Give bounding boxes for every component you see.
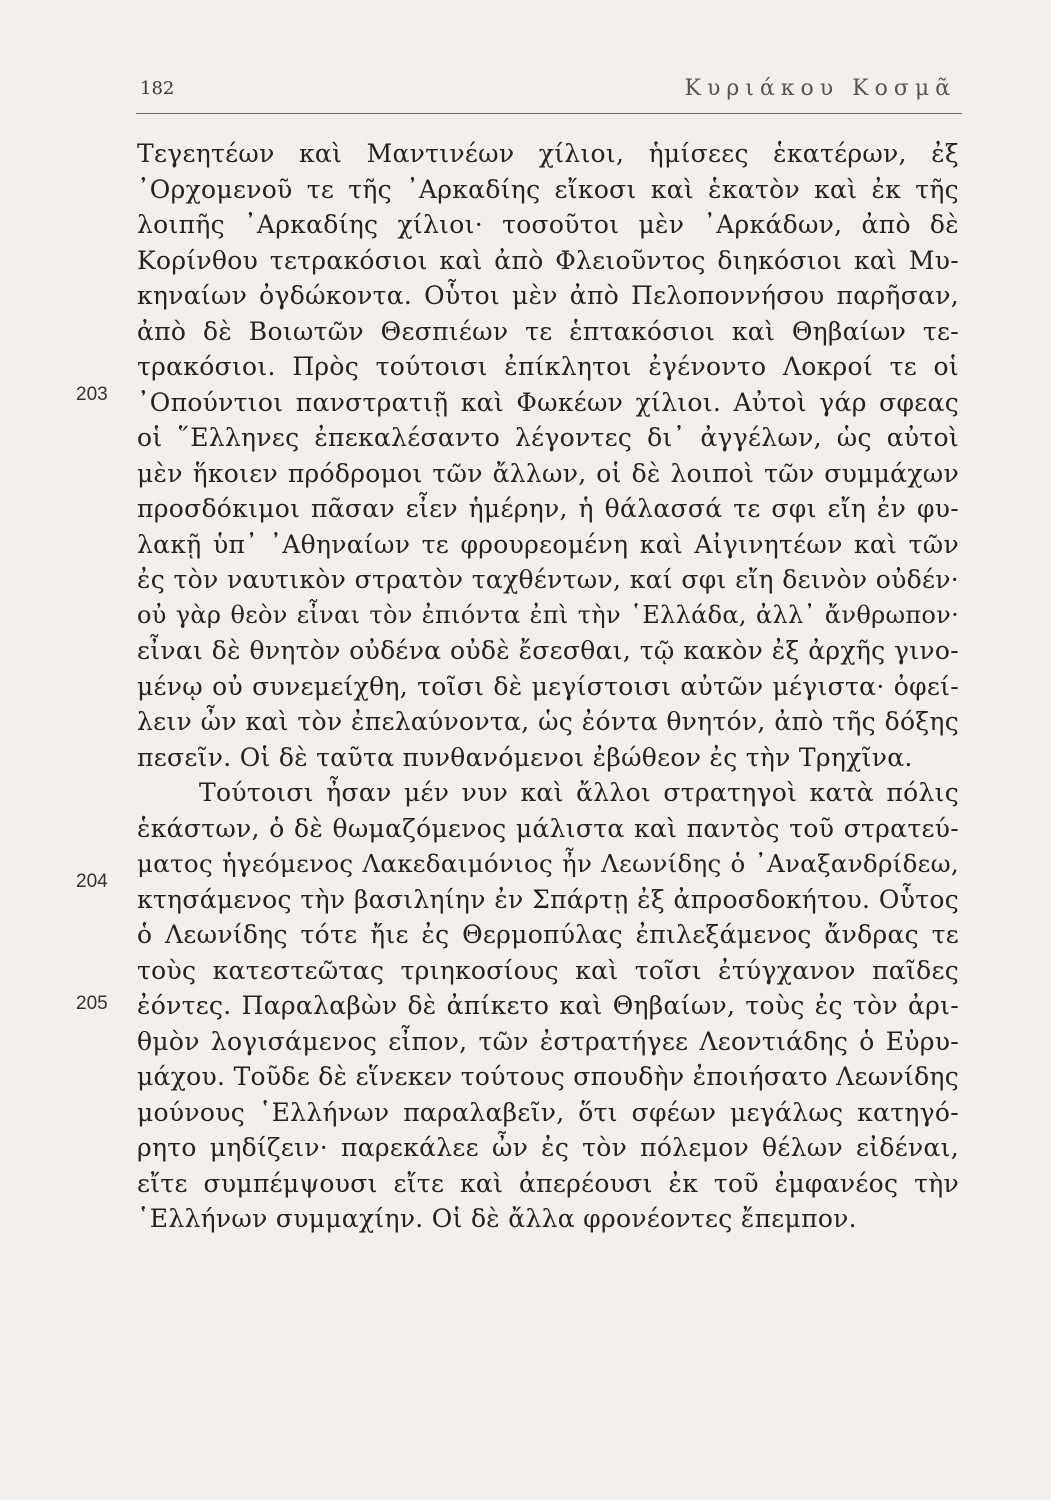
page-header bbox=[138, 70, 960, 110]
text-line: μάχου. Τοῦδε δὲ εἵνεκεν τούτους σπουδὴν ἐποιήσατο Λεωνίδης bbox=[137, 1062, 959, 1091]
header-rule bbox=[136, 113, 962, 114]
paragraph-last-line: ῾Ελλήνων συμμαχίην. Οἱ δὲ ἄλλα φρονέοντες ἔπεμπον. bbox=[137, 1204, 857, 1233]
text-line: ἐς τὸν ναυτικὸν στρατὸν ταχθέντων, καί σφι εἴη δεινὸν οὐδέν· bbox=[137, 565, 959, 594]
text-line: οἱ ῞Ελληνες ἐπεκαλέσαντο λέγοντες δι᾿ ἀγγέλων, ὡς αὐτοὶ bbox=[137, 423, 959, 452]
text-line: εἴτε συμπέμψουσι εἴτε καὶ ἀπερέουσι ἐκ τοῦ ἐμφανέος τὴν bbox=[137, 1168, 959, 1198]
text-line: ματος ἡγεόμενος Λακεδαιμόνιος ἦν Λεωνίδης ὁ ᾿Αναξανδρίδεω, bbox=[137, 849, 959, 878]
text-line: θμὸν λογισάμενος εἶπον, τῶν ἐστρατήγεε Λεοντιάδης ὁ Εὐρυ- bbox=[137, 1026, 959, 1056]
text-line: τρακόσιοι. Πρὸς τούτοισι ἐπίκλητοι ἐγένοντο Λοκροί τε οἱ bbox=[137, 352, 959, 381]
text-line: μούνους ῾Ελλήνων παραλαβεῖν, ὅτι σφέων μεγάλως κατηγό- bbox=[137, 1097, 959, 1127]
text-line: ἐόντες. Παραλαβὼν δὲ ἀπίκετο καὶ Θηβαίων, τοὺς ἐς τὸν ἀρι- bbox=[137, 991, 959, 1020]
text-line: τοὺς κατεστεῶτας τριηκοσίους καὶ τοῖσι ἐτύγχανον παῖδες bbox=[137, 955, 959, 985]
paragraph-last-line: πεσεῖν. Οἱ δὲ ταῦτα πυνθανόμενοι ἐβώθεον ἐς τὴν Τρηχῖνα. bbox=[137, 742, 913, 772]
margin-number: 205 bbox=[76, 993, 108, 1014]
text-line: Τεγεητέων καὶ Μαντινέων χίλιοι, ἡμίσεες ἑκατέρων, ἐξ bbox=[137, 139, 959, 168]
page-number: 182 bbox=[140, 78, 175, 99]
running-title: Κυριάκου Κοσμᾶ bbox=[684, 76, 956, 101]
text-line: προσδόκιμοι πᾶσαν εἶεν ἡμέρην, ἡ θάλασσά τε σφι εἴη ἐν φυ- bbox=[137, 494, 959, 523]
body-text bbox=[137, 136, 959, 1237]
text-line: ὁ Λεωνίδης τότε ἤιε ἐς Θερμοπύλας ἐπιλεξάμενος ἄνδρας τε bbox=[137, 920, 959, 949]
text-line: ρητο μηδίζειν· παρεκάλεε ὦν ἐς τὸν πόλεμον θέλων εἰδέναι, bbox=[137, 1133, 959, 1162]
text-line: μένῳ οὐ συνεμείχθη, τοῖσι δὲ μεγίστοισι αὐτῶν μέγιστα· ὀφεί- bbox=[137, 671, 959, 701]
text-line: ᾿Ορχομενοῦ τε τῆς ᾿Αρκαδίης εἴκοσι καὶ ἑκατὸν καὶ ἐκ τῆς bbox=[137, 174, 959, 204]
text-line: μὲν ἥκοιεν πρόδρομοι τῶν ἄλλων, οἱ δὲ λοιποὶ τῶν συμμάχων bbox=[137, 458, 959, 488]
text-line: λακῇ ὑπ᾿ ᾿Αθηναίων τε φρουρεομένη καὶ Αἰγινητέων καὶ τῶν bbox=[137, 529, 959, 559]
text-line: ἑκάστων, ὁ δὲ θωμαζόμενος μάλιστα καὶ παντὸς τοῦ στρατεύ- bbox=[137, 813, 959, 843]
text-line: εἶναι δὲ θνητὸν οὐδένα οὐδὲ ἔσεσθαι, τῷ κακὸν ἐξ ἀρχῆς γινο- bbox=[137, 636, 959, 665]
text-line: κηναίων ὀγδώκοντα. Οὗτοι μὲν ἀπὸ Πελοποννήσου παρῆσαν, bbox=[137, 281, 959, 310]
margin-number: 203 bbox=[76, 384, 108, 405]
paragraph-first-line: Τούτοισι ἦσαν μέν νυν καὶ ἄλλοι στρατηγοὶ κατὰ πόλις bbox=[199, 778, 959, 807]
text-line: Κορίνθου τετρακόσιοι καὶ ἀπὸ Φλειοῦντος διηκόσιοι καὶ Μυ- bbox=[137, 245, 959, 275]
text-line: λοιπῆς ᾿Αρκαδίης χίλιοι· τοσοῦτοι μὲν ᾿Αρκάδων, ἀπὸ δὲ bbox=[137, 210, 959, 239]
text-line: λειν ὦν καὶ τὸν ἐπελαύνοντα, ὡς ἐόντα θνητόν, ἀπὸ τῆς δόξης bbox=[137, 707, 959, 736]
margin-number: 204 bbox=[76, 871, 108, 892]
text-line: ἀπὸ δὲ Βοιωτῶν Θεσπιέων τε ἑπτακόσιοι καὶ Θηβαίων τε- bbox=[137, 316, 959, 346]
text-line: οὐ γὰρ θεὸν εἶναι τὸν ἐπιόντα ἐπὶ τὴν ῾Ελλάδα, ἀλλ᾿ ἄνθρωπον· bbox=[137, 600, 959, 629]
text-line: ᾿Οπούντιοι πανστρατιῇ καὶ Φωκέων χίλιοι. Αὐτοὶ γάρ σφεας bbox=[137, 387, 959, 417]
text-line: κτησάμενος τὴν βασιληίην ἐν Σπάρτῃ ἐξ ἀπροσδοκήτου. Οὗτος bbox=[137, 884, 959, 914]
